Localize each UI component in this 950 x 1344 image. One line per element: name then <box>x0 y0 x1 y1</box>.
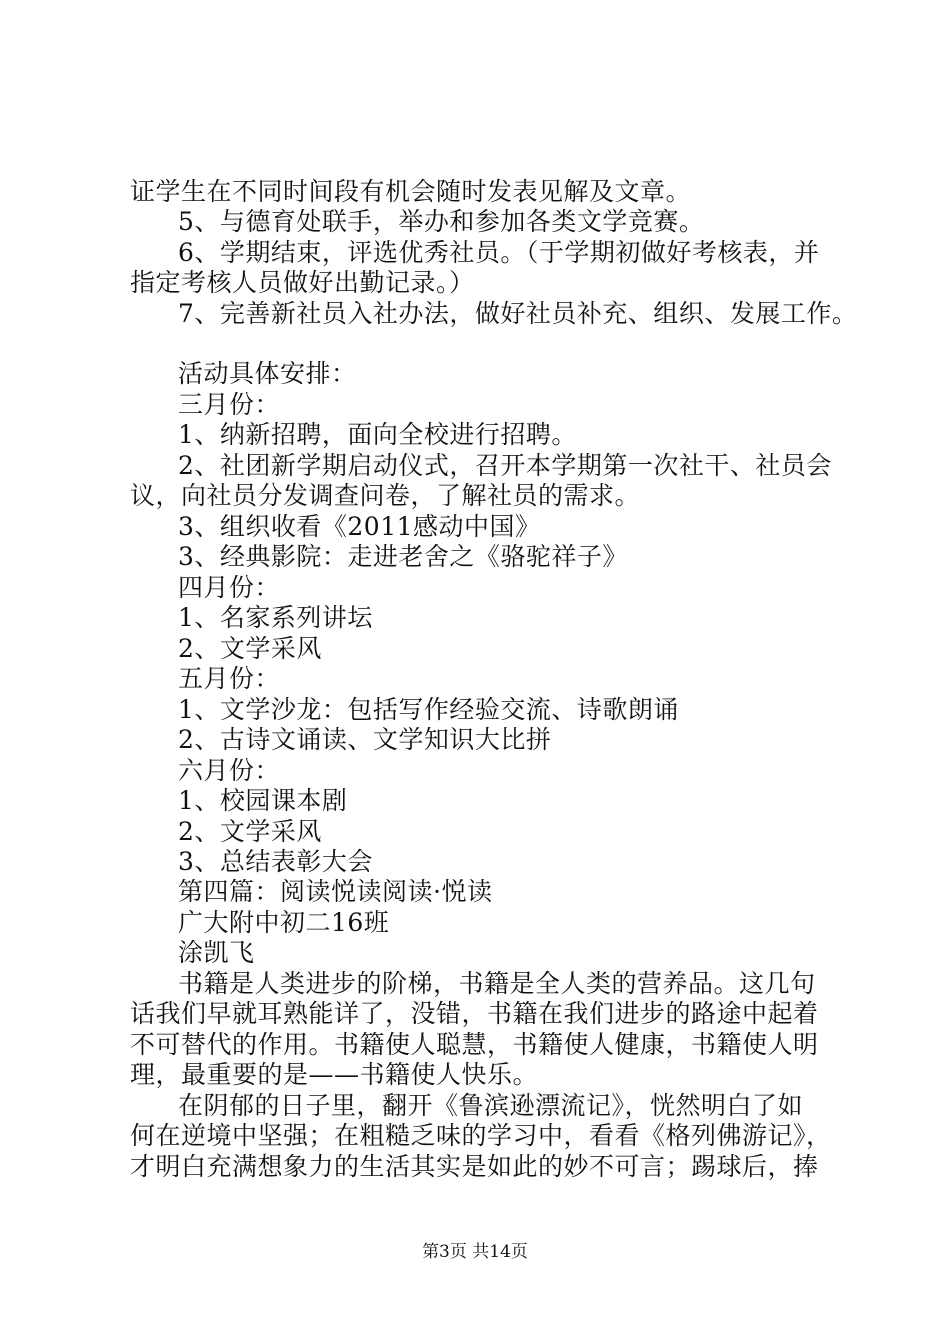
paragraph-line: 理，最重要的是——书籍使人快乐。 <box>130 1060 539 1089</box>
article-school: 广大附中初二16班 <box>178 908 390 937</box>
text-line: 指定考核人员做好出勤记录。） <box>130 268 475 297</box>
list-item: 3、总结表彰大会 <box>178 847 373 876</box>
list-item: 1、纳新招聘，面向全校进行招聘。 <box>178 420 577 449</box>
paragraph-line: 才明白充满想象力的生活其实是如此的妙不可言；踢球后，捧 <box>130 1152 819 1181</box>
paragraph-line: 何在逆境中坚强；在粗糙乏味的学习中，看看《格列佛游记》， <box>130 1121 832 1150</box>
text-line: 证学生在不同时间段有机会随时发表见解及文章。 <box>130 177 692 206</box>
article-title: 第四篇：阅读悦读阅读·悦读 <box>178 877 493 906</box>
list-item: 2、古诗文诵读、文学知识大比拼 <box>178 725 552 754</box>
article-author: 涂凯飞 <box>178 938 255 967</box>
paragraph-line: 话我们早就耳熟能详了，没错，书籍在我们进步的路途中起着 <box>130 999 819 1028</box>
list-item: 2、文学采风 <box>178 634 322 663</box>
list-item: 2、文学采风 <box>178 817 322 846</box>
month-heading: 四月份： <box>178 573 281 602</box>
list-item-continuation: 议，向社员分发调查问卷，了解社员的需求。 <box>130 481 641 510</box>
section-heading: 活动具体安排： <box>178 359 357 388</box>
text-line: 7、完善新社员入社办法，做好社员补充、组织、发展工作。 <box>178 299 858 328</box>
paragraph-line: 书籍是人类进步的阶梯，书籍是全人类的营养品。这几句 <box>178 969 816 998</box>
text-line: 6、学期结束，评选优秀社员。（于学期初做好考核表，并 <box>178 238 820 267</box>
list-item: 3、组织收看《2011感动中国》 <box>178 512 541 541</box>
month-heading: 五月份： <box>178 664 281 693</box>
month-heading: 六月份： <box>178 756 281 785</box>
page-number-footer: 第3页 共14页 <box>422 1242 528 1262</box>
list-item: 3、经典影院：走进老舍之《骆驼祥子》 <box>178 542 628 571</box>
month-heading: 三月份： <box>178 390 281 419</box>
paragraph-line: 不可替代的作用。书籍使人聪慧，书籍使人健康，书籍使人明 <box>130 1030 819 1059</box>
list-item: 1、校园课本剧 <box>178 786 348 815</box>
paragraph-line: 在阴郁的日子里，翻开《鲁滨逊漂流记》，恍然明白了如 <box>178 1091 804 1120</box>
list-item: 1、文学沙龙：包括写作经验交流、诗歌朗诵 <box>178 695 679 724</box>
list-item: 2、社团新学期启动仪式，召开本学期第一次社干、社员会 <box>178 451 832 480</box>
list-item: 1、名家系列讲坛 <box>178 603 373 632</box>
text-line: 5、与德育处联手，举办和参加各类文学竞赛。 <box>178 207 705 236</box>
